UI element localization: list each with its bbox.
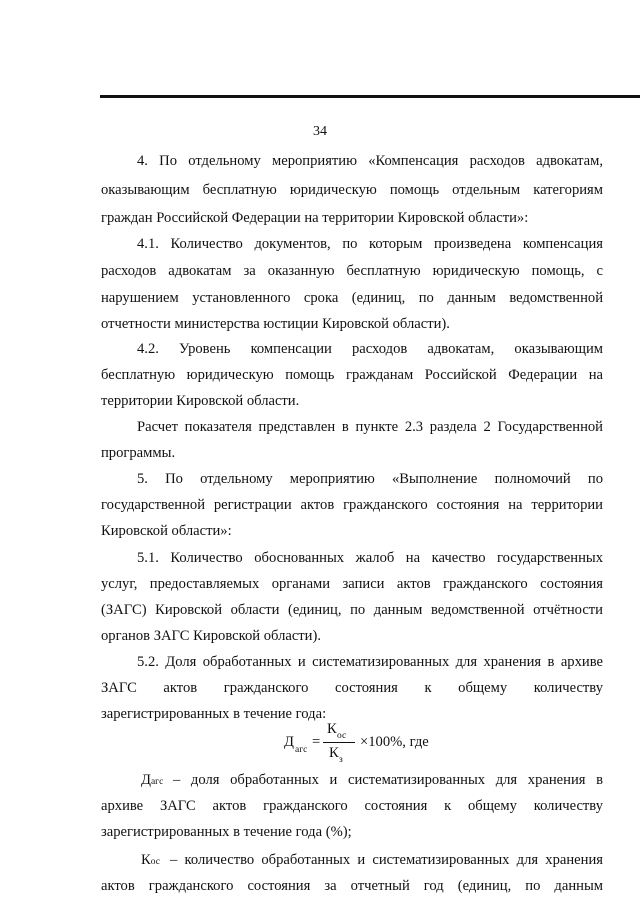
text-line: бесплатную юридическую помощь гражданам Российской Федерации на xyxy=(101,367,603,383)
formula-equals: = xyxy=(312,734,321,750)
def-symbol-d xyxy=(141,771,163,791)
def-symbol-k xyxy=(141,851,160,871)
text-line: Кировской области»: xyxy=(101,523,232,539)
formula-denominator-sub: з xyxy=(339,755,343,765)
text-line: расходов адвокатам за оказанную бесплатную юридическую помощь, с xyxy=(101,263,603,279)
text-line: 5.2. Доля обработанных и систематизированных для хранения в архиве xyxy=(137,654,603,670)
text-line: нарушением установленного срока (единиц, по данным ведомственной xyxy=(101,290,603,306)
formula-lhs: Д xyxy=(284,734,294,750)
text-line: 4. По отдельному мероприятию «Компенсация расходов адвокатам, xyxy=(137,153,603,169)
def-k-letter: К xyxy=(141,852,151,868)
formula-tail: ×100%, где xyxy=(360,734,429,750)
formula-denominator: К xyxy=(329,745,339,761)
header-rule xyxy=(100,95,640,98)
text-line: 4.1. Количество документов, по которым произведена компенсация xyxy=(137,236,603,252)
formula-d-ags xyxy=(284,721,484,765)
formula-numerator-sub: ос xyxy=(337,731,347,741)
text-line: архиве ЗАГС актов гражданского состояния к общему количеству xyxy=(101,798,603,814)
def-k-sub: ос xyxy=(150,857,160,867)
text-line: – количество обработанных и систематизированных для хранения xyxy=(170,852,603,868)
text-line: – доля обработанных и систематизированных для хранения в xyxy=(173,772,603,788)
text-line: 5. По отдельному мероприятию «Выполнение полномочий по xyxy=(137,471,603,487)
formula-numerator: К xyxy=(327,721,337,737)
formula-lhs-sub: агс xyxy=(295,745,308,755)
text-line: услуг, предоставляемых органами записи актов гражданского состояния xyxy=(101,576,603,592)
text-line: 4.2. Уровень компенсации расходов адвокатам, оказывающим xyxy=(137,341,603,357)
text-line: (ЗАГС) Кировской области (единиц, по данным ведомственной отчётности xyxy=(101,602,603,618)
text-line: Расчет показателя представлен в пункте 2.3 раздела 2 Государственной xyxy=(137,419,603,435)
page-number: 34 xyxy=(313,124,327,139)
text-line: зарегистрированных в течение года: xyxy=(101,706,327,722)
text-line: зарегистрированных в течение года (%); xyxy=(101,824,352,840)
text-line: ЗАГС актов гражданского состояния к общему количеству xyxy=(101,680,603,696)
text-line: актов гражданского состояния за отчетный год (единиц, по данным xyxy=(101,878,603,894)
fraction-bar xyxy=(323,742,355,743)
text-line: отчетности министерства юстиции Кировской области). xyxy=(101,316,450,332)
text-line: государственной регистрации актов гражданского состояния на территории xyxy=(101,497,603,513)
text-line: граждан Российской Федерации на территории Кировской области»: xyxy=(101,210,529,226)
text-line: программы. xyxy=(101,445,176,461)
text-line: оказывающим бесплатную юридическую помощь отдельным категориям xyxy=(101,182,603,198)
text-line: территории Кировской области. xyxy=(101,393,300,409)
def-d-letter: Д xyxy=(141,772,151,788)
text-line: органов ЗАГС Кировской области). xyxy=(101,628,321,644)
def-d-sub: агс xyxy=(150,777,164,787)
text-line: 5.1. Количество обоснованных жалоб на качество государственных xyxy=(137,550,603,566)
